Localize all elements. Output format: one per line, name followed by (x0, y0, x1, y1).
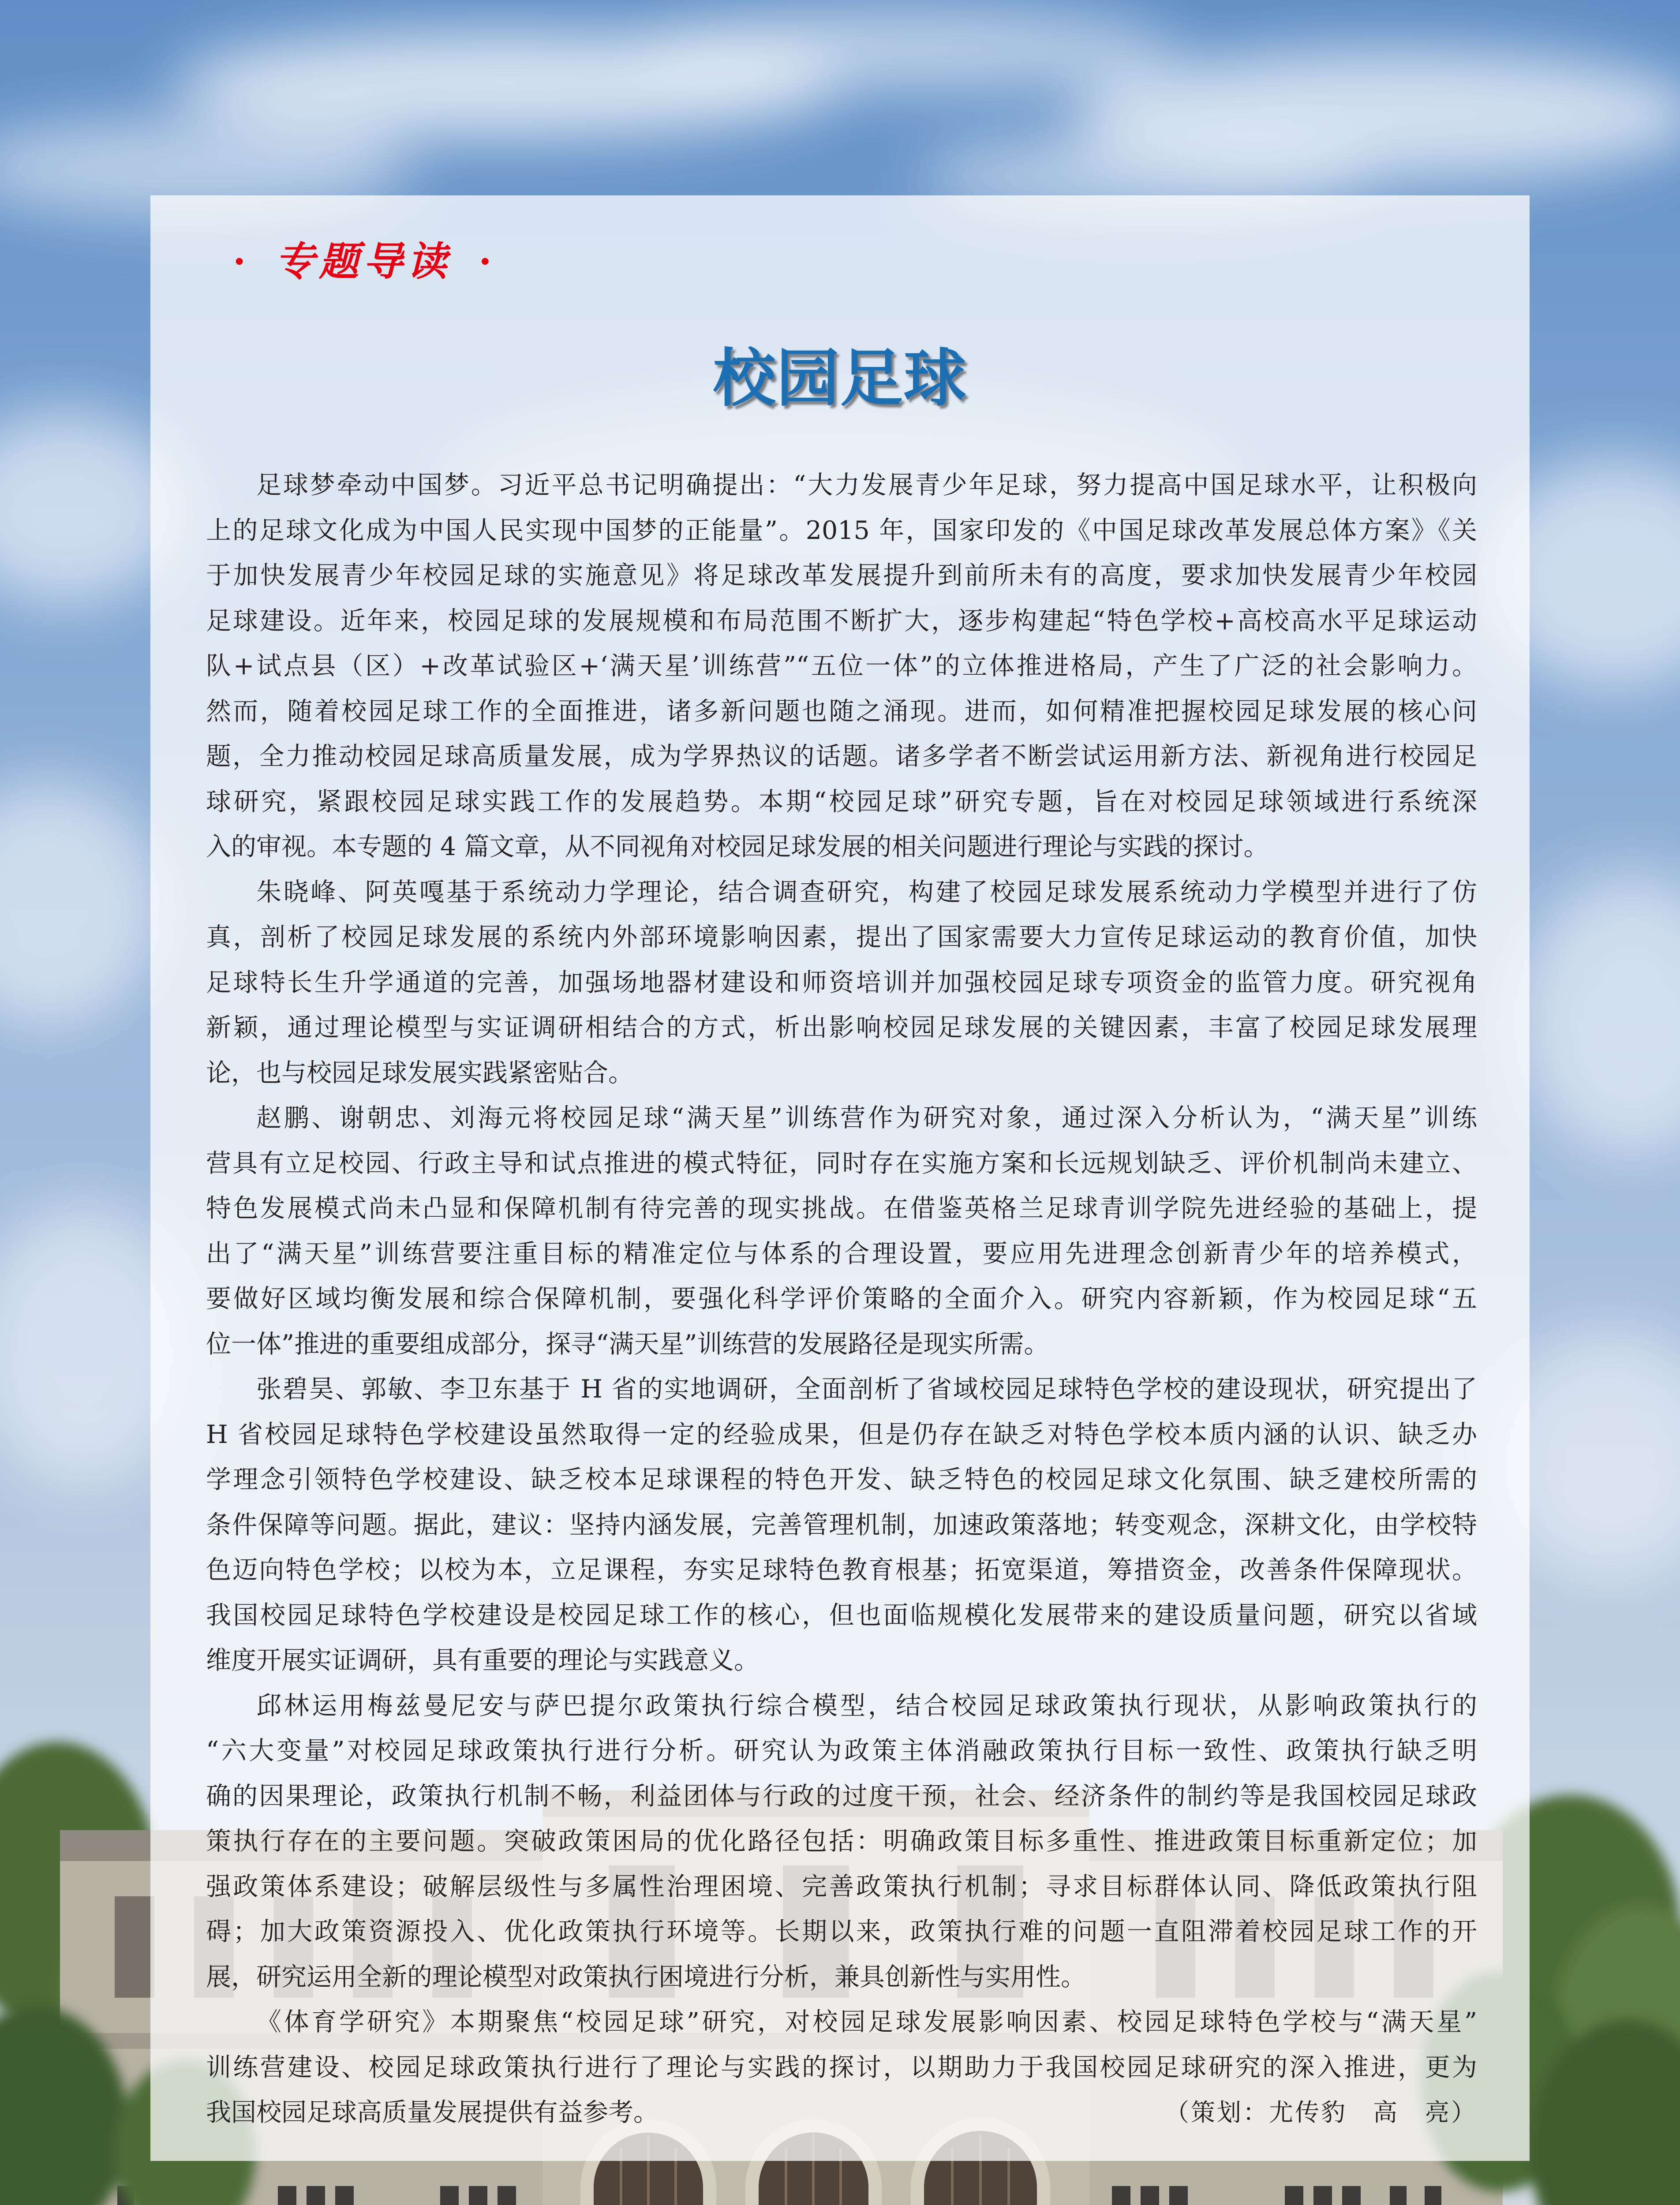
text-line: 足球建设。近年来，校园足球的发展规模和布局范围不断扩大，逐步构建起“特色学校+高校高水平足球运动 (206, 606, 1477, 635)
text-line: 于加快发展青少年校园足球的实施意见》将足球改革发展提升到前所未有的高度，要求加快发展青少年校园 (206, 561, 1477, 590)
window (278, 2186, 296, 2205)
text-line: 我国校园足球高质量发展提供有益参考。 (206, 2098, 659, 2127)
window (1112, 2186, 1130, 2205)
text-line: 朱晓峰、阿英嘎基于系统动力学理论，结合调查研究，构建了校园足球发展系统动力学模型并进行了仿 (256, 877, 1477, 907)
window (1141, 2186, 1159, 2205)
window (1313, 2186, 1332, 2205)
paragraph (206, 1999, 1477, 2135)
text-line: 邱林运用梅兹曼尼安与萨巴提尔政策执行综合模型，结合校园足球政策执行现状，从影响政策执行的 (256, 1691, 1477, 1720)
section-tag-dot-left: · (233, 239, 246, 283)
text-line: 条件保障等问题。据此，建议：坚持内涵发展，完善管理机制，加速政策落地；转变观念，深耕文化，由学校特 (206, 1510, 1477, 1540)
section-tag-dot-right: · (479, 239, 492, 283)
article-body (206, 463, 1477, 2135)
text-line: 训练营建设、校园足球政策执行进行了理论与实践的探讨，以期助力于我国校园足球研究的深入推进，更为 (206, 2052, 1477, 2082)
text-line: 维度开展实证调研，具有重要的理论与实践意义。 (206, 1646, 759, 1675)
text-line: 强政策体系建设；破解层级性与多属性治理困境、完善政策执行机制；寻求目标群体认同、降低政策执行阻 (206, 1872, 1477, 1901)
text-line: 赵鹏、谢朝忠、刘海元将校园足球“满天星”训练营作为研究对象，通过深入分析认为，“满天星”训练 (256, 1103, 1477, 1132)
cloud (631, 9, 1178, 88)
window (1285, 2186, 1303, 2205)
text-line: 色迈向特色学校；以校为本，立足课程，夯实足球特色教育根基；拓宽渠道，筹措资金，改善条件保障现状。 (206, 1555, 1477, 1585)
window (115, 1896, 154, 1998)
text-line: 题，全力推动校园足球高质量发展，成为学界热议的话题。诸多学者不断尝试运用新方法、新视角进行校园足 (206, 742, 1477, 771)
text-line: 碍；加大政策资源投入、优化政策执行环境等。长期以来，政策执行难的问题一直阻滞着校园足球工作的开 (206, 1917, 1477, 1946)
text-line: 确的因果理论，政策执行机制不畅，利益团体与行政的过度干预，社会、经济条件的制约等是我国校园足球政 (206, 1781, 1477, 1811)
page-title: 校园足球 (713, 342, 967, 415)
text-line: 特色发展模式尚未凸显和保障机制有待完善的现实挑战。在借鉴英格兰足球青训学院先进经验的基础上，提 (206, 1194, 1477, 1223)
section-tag (233, 238, 492, 285)
window (1342, 2186, 1361, 2205)
window (1169, 2186, 1188, 2205)
text-line: 然而，随着校园足球工作的全面推进，诸多新问题也随之涌现。进而，如何精准把握校园足球发展的核心问 (206, 696, 1477, 726)
text-line: 足球梦牵动中国梦。习近平总书记明确提出：“大力发展青少年足球，努力提高中国足球水平，让积极向 (256, 471, 1477, 500)
text-line: 上的足球文化成为中国人民实现中国梦的正能量”。2015 年，国家印发的《中国足球改革发展总体方案》《关 (206, 516, 1477, 545)
text-line: 《体育学研究》本期聚焦“校园足球”研究，对校园足球发展影响因素、校园足球特色学校与“满天星” (256, 2007, 1477, 2037)
window (1390, 2186, 1407, 2205)
text-line: 足球特长生升学通道的完善，加强场地器材建设和师资培训并加强校园足球专项资金的监管力度。研究视角 (206, 968, 1477, 997)
paragraph (206, 1683, 1477, 2000)
text-line: 策执行存在的主要问题。突破政策困局的优化路径包括：明确政策目标多重性、推进政策目标重新定位；加 (206, 1827, 1477, 1856)
window (307, 2186, 325, 2205)
paragraph (206, 1095, 1477, 1367)
text-line: 要做好区域均衡发展和综合保障机制，要强化科学评价策略的全面介入。研究内容新颖，作为校园足球“五 (206, 1284, 1477, 1313)
text-line: 入的审视。本专题的 4 篇文章，从不同视角对校园足球发展的相关问题进行理论与实践的探讨。 (206, 832, 1269, 861)
text-line: 位一体”推进的重要组成部分，探寻“满天星”训练营的发展路径是现实所需。 (206, 1329, 1049, 1359)
text-line: 论，也与校园足球发展实践紧密贴合。 (206, 1058, 633, 1088)
final-line (206, 2090, 1477, 2135)
window (498, 2186, 516, 2205)
text-line: 球研究，紧跟校园足球实践工作的发展趋势。本期“校园足球”研究专题，旨在对校园足球领域进行系统深 (206, 787, 1477, 816)
text-line: 学理念引领特色学校建设、缺乏校本足球课程的特色开发、缺乏特色的校园足球文化氛围、缺乏建校所需的 (206, 1465, 1477, 1494)
text-line: 我国校园足球特色学校建设是校园足球工作的核心，但也面临规模化发展带来的建设质量问题，研究以省域 (206, 1600, 1477, 1630)
paragraph (206, 1367, 1477, 1683)
text-line: 新颖，通过理论模型与实证调研相结合的方式，析出影响校园足球发展的关键因素，丰富了校园足球发展理 (206, 1013, 1477, 1042)
window (440, 2186, 459, 2205)
window (1425, 2186, 1441, 2205)
paragraph (206, 870, 1477, 1096)
text-line: 营具有立足校园、行政主导和试点推进的模式特征，同时存在实施方案和长远规划缺乏、评价机制尚未建立、 (206, 1148, 1477, 1178)
section-tag-label: 专题导读 (275, 238, 452, 285)
text-line: 出了“满天星”训练营要注重目标的精准定位与体系的合理设置，要应用先进理念创新青少年的培养模式， (206, 1239, 1477, 1268)
text-line: “六大变量”对校园足球政策执行进行分析。研究认为政策主体消融政策执行目标一致性、政策执行缺乏明 (206, 1736, 1477, 1765)
text-line: 真，剖析了校园足球发展的系统内外部环境影响因素，提出了国家需要大力宣传足球运动的教育价值，加快 (206, 923, 1477, 952)
text-line: H 省校园足球特色学校建设虽然取得一定的经验成果，但是仍存在缺乏对特色学校本质内涵的认识、缺乏办 (206, 1420, 1477, 1449)
window (469, 2186, 487, 2205)
paragraph (206, 463, 1477, 870)
text-line: 队+试点县（区）+改革试验区+‘满天星’训练营”“五位一体”的立体推进格局，产生了广泛的社会影响力。 (206, 651, 1477, 680)
window (335, 2186, 354, 2205)
text-line: 张碧昊、郭敏、李卫东基于 H 省的实地调研，全面剖析了省域校园足球特色学校的建设现状，研究提出了 (256, 1375, 1477, 1404)
editor-signature: （策划：尤传豹 高 亮） (1164, 2098, 1477, 2127)
text-line: 展，研究运用全新的理论模型对政策执行困境进行分析，兼具创新性与实用性。 (206, 1962, 1086, 1992)
